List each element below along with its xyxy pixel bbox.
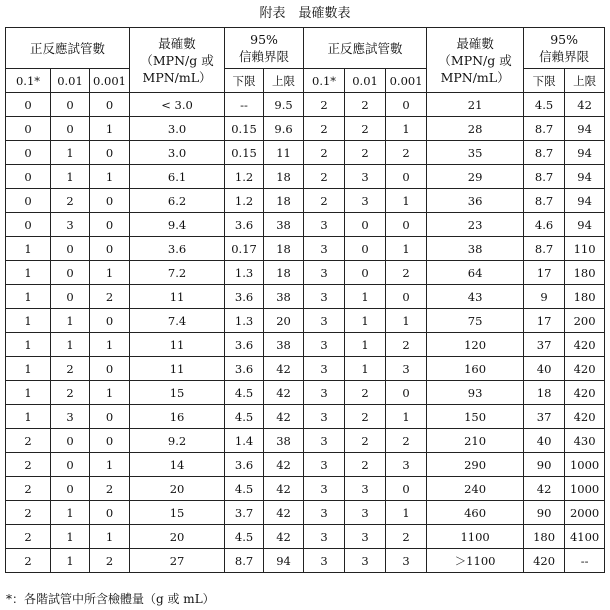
right-lower-limit-cell: 17 xyxy=(524,261,565,285)
right-dilution-0001-cell: 0 xyxy=(386,381,427,405)
table-row xyxy=(6,93,605,117)
left-upper-limit-cell: 18 xyxy=(264,165,304,189)
right-dilution-001-cell: 1 xyxy=(345,285,386,309)
confidence-header xyxy=(225,28,304,69)
left-upper-limit-cell: 38 xyxy=(264,429,304,453)
right-dilution-0001-cell: 1 xyxy=(386,189,427,213)
left-dilution-01-cell: 1 xyxy=(6,309,51,333)
left-dilution-01-cell: 1 xyxy=(6,405,51,429)
left-upper-limit-cell: 11 xyxy=(264,141,304,165)
left-dilution-001-cell: 0 xyxy=(51,261,90,285)
left-mpn-cell: 20 xyxy=(130,525,225,549)
left-dilution-01-cell: 1 xyxy=(6,285,51,309)
right-upper-limit-cell: 94 xyxy=(565,165,605,189)
right-dilution-0001-cell: 1 xyxy=(386,237,427,261)
right-upper-limit-cell: 94 xyxy=(565,189,605,213)
left-dilution-0001-cell: 1 xyxy=(90,525,130,549)
right-mpn-cell: 460 xyxy=(427,501,524,525)
left-upper-limit-cell: 38 xyxy=(264,213,304,237)
lower-limit-header: 下限 xyxy=(225,69,264,93)
left-dilution-001-cell: 1 xyxy=(51,165,90,189)
dilution-0001-header: 0.001 xyxy=(90,69,130,93)
left-mpn-cell: 11 xyxy=(130,357,225,381)
mpn-header-right-line3: MPN/mL） xyxy=(440,69,510,85)
dilution-001-header-right: 0.01 xyxy=(345,69,386,93)
right-dilution-001-cell: 0 xyxy=(345,213,386,237)
right-upper-limit-cell: 2000 xyxy=(565,501,605,525)
right-lower-limit-cell: 40 xyxy=(524,357,565,381)
left-upper-limit-cell: 38 xyxy=(264,285,304,309)
right-dilution-01-cell: 2 xyxy=(304,141,345,165)
right-dilution-001-cell: 1 xyxy=(345,309,386,333)
left-upper-limit-cell: 38 xyxy=(264,333,304,357)
upper-limit-header: 上限 xyxy=(264,69,304,93)
left-upper-limit-cell: 18 xyxy=(264,189,304,213)
right-dilution-001-cell: 3 xyxy=(345,549,386,573)
left-lower-limit-cell: 1.3 xyxy=(225,309,264,333)
left-lower-limit-cell: 0.15 xyxy=(225,141,264,165)
right-dilution-01-cell: 3 xyxy=(304,453,345,477)
left-dilution-01-cell: 2 xyxy=(6,501,51,525)
left-dilution-0001-cell: 0 xyxy=(90,141,130,165)
left-dilution-0001-cell: 0 xyxy=(90,357,130,381)
confidence-header-right xyxy=(524,28,605,69)
left-upper-limit-cell: 42 xyxy=(264,405,304,429)
right-dilution-0001-cell: 0 xyxy=(386,165,427,189)
right-dilution-001-cell: 3 xyxy=(345,477,386,501)
left-mpn-cell: 7.2 xyxy=(130,261,225,285)
left-dilution-0001-cell: 0 xyxy=(90,213,130,237)
table-row xyxy=(6,477,605,501)
right-dilution-001-cell: 2 xyxy=(345,453,386,477)
left-dilution-001-cell: 1 xyxy=(51,333,90,357)
right-dilution-01-cell: 2 xyxy=(304,117,345,141)
left-dilution-0001-cell: 1 xyxy=(90,165,130,189)
left-lower-limit-cell: 0.17 xyxy=(225,237,264,261)
right-dilution-0001-cell: 2 xyxy=(386,525,427,549)
right-dilution-01-cell: 3 xyxy=(304,525,345,549)
left-lower-limit-cell: 1.3 xyxy=(225,261,264,285)
dilution-0001-header-right: 0.001 xyxy=(386,69,427,93)
right-mpn-cell: 93 xyxy=(427,381,524,405)
right-dilution-0001-cell: 0 xyxy=(386,477,427,501)
right-upper-limit-cell: 1000 xyxy=(565,453,605,477)
left-dilution-0001-cell: 0 xyxy=(90,429,130,453)
table-row xyxy=(6,357,605,381)
right-dilution-0001-cell: 1 xyxy=(386,501,427,525)
right-dilution-001-cell: 0 xyxy=(345,237,386,261)
right-dilution-001-cell: 3 xyxy=(345,165,386,189)
dilution-01-header-right: 0.1* xyxy=(304,69,345,93)
left-dilution-0001-cell: 0 xyxy=(90,501,130,525)
left-mpn-cell: 3.0 xyxy=(130,117,225,141)
right-dilution-01-cell: 3 xyxy=(304,237,345,261)
right-upper-limit-cell: 430 xyxy=(565,429,605,453)
left-mpn-cell: 9.4 xyxy=(130,213,225,237)
left-dilution-001-cell: 1 xyxy=(51,141,90,165)
right-dilution-01-cell: 3 xyxy=(304,213,345,237)
left-dilution-01-cell: 2 xyxy=(6,549,51,573)
left-dilution-01-cell: 2 xyxy=(6,525,51,549)
table-row xyxy=(6,549,605,573)
left-upper-limit-cell: 42 xyxy=(264,453,304,477)
left-dilution-001-cell: 1 xyxy=(51,309,90,333)
left-lower-limit-cell: 4.5 xyxy=(225,381,264,405)
right-dilution-01-cell: 2 xyxy=(304,189,345,213)
left-mpn-cell: 11 xyxy=(130,333,225,357)
right-mpn-cell: 23 xyxy=(427,213,524,237)
left-dilution-0001-cell: 2 xyxy=(90,285,130,309)
left-dilution-0001-cell: 0 xyxy=(90,405,130,429)
right-dilution-001-cell: 2 xyxy=(345,117,386,141)
right-upper-limit-cell: 110 xyxy=(565,237,605,261)
table-row xyxy=(6,189,605,213)
mpn-header-right xyxy=(427,28,524,93)
right-upper-limit-cell: 420 xyxy=(565,333,605,357)
right-dilution-001-cell: 2 xyxy=(345,429,386,453)
mpn-header-line3: MPN/mL） xyxy=(142,69,212,85)
mpn-header-line2: （MPN/g 或 xyxy=(140,52,214,68)
header-row-1 xyxy=(6,28,605,69)
left-mpn-cell: 3.6 xyxy=(130,237,225,261)
left-dilution-01-cell: 0 xyxy=(6,189,51,213)
table-row xyxy=(6,309,605,333)
right-lower-limit-cell: 420 xyxy=(524,549,565,573)
right-mpn-cell: 43 xyxy=(427,285,524,309)
right-upper-limit-cell: 420 xyxy=(565,381,605,405)
left-dilution-001-cell: 0 xyxy=(51,93,90,117)
right-lower-limit-cell: 4.6 xyxy=(524,213,565,237)
right-dilution-0001-cell: 3 xyxy=(386,453,427,477)
right-upper-limit-cell: 1000 xyxy=(565,477,605,501)
right-mpn-cell: 64 xyxy=(427,261,524,285)
left-dilution-001-cell: 0 xyxy=(51,477,90,501)
left-dilution-001-cell: 3 xyxy=(51,405,90,429)
left-mpn-cell: 6.1 xyxy=(130,165,225,189)
right-lower-limit-cell: 90 xyxy=(524,453,565,477)
right-mpn-cell: 35 xyxy=(427,141,524,165)
left-dilution-0001-cell: 0 xyxy=(90,93,130,117)
left-lower-limit-cell: 8.7 xyxy=(225,549,264,573)
left-dilution-01-cell: 0 xyxy=(6,93,51,117)
left-upper-limit-cell: 42 xyxy=(264,357,304,381)
left-dilution-01-cell: 1 xyxy=(6,357,51,381)
right-dilution-0001-cell: 3 xyxy=(386,549,427,573)
left-dilution-01-cell: 2 xyxy=(6,453,51,477)
right-dilution-01-cell: 3 xyxy=(304,477,345,501)
table-row xyxy=(6,405,605,429)
right-dilution-01-cell: 3 xyxy=(304,357,345,381)
right-mpn-cell: 28 xyxy=(427,117,524,141)
right-dilution-01-cell: 3 xyxy=(304,381,345,405)
left-upper-limit-cell: 94 xyxy=(264,549,304,573)
right-upper-limit-cell: 4100 xyxy=(565,525,605,549)
table-row xyxy=(6,141,605,165)
right-lower-limit-cell: 37 xyxy=(524,405,565,429)
left-dilution-01-cell: 0 xyxy=(6,213,51,237)
right-mpn-cell: 75 xyxy=(427,309,524,333)
right-lower-limit-cell: 8.7 xyxy=(524,165,565,189)
right-upper-limit-cell: -- xyxy=(565,549,605,573)
left-dilution-0001-cell: 0 xyxy=(90,189,130,213)
right-upper-limit-cell: 42 xyxy=(565,93,605,117)
confidence-header-line1: 95% xyxy=(250,32,278,47)
right-dilution-001-cell: 2 xyxy=(345,381,386,405)
table-row xyxy=(6,429,605,453)
left-dilution-0001-cell: 2 xyxy=(90,477,130,501)
left-lower-limit-cell: 4.5 xyxy=(225,477,264,501)
right-dilution-01-cell: 3 xyxy=(304,309,345,333)
left-dilution-001-cell: 1 xyxy=(51,549,90,573)
left-lower-limit-cell: 1.2 xyxy=(225,165,264,189)
left-mpn-cell: 11 xyxy=(130,285,225,309)
dilution-01-header: 0.1* xyxy=(6,69,51,93)
left-dilution-0001-cell: 0 xyxy=(90,309,130,333)
right-upper-limit-cell: 180 xyxy=(565,285,605,309)
positive-tubes-header: 正反應試管數 xyxy=(6,28,130,69)
left-dilution-001-cell: 0 xyxy=(51,237,90,261)
left-upper-limit-cell: 42 xyxy=(264,501,304,525)
left-dilution-0001-cell: 1 xyxy=(90,453,130,477)
right-mpn-cell: 150 xyxy=(427,405,524,429)
left-dilution-01-cell: 1 xyxy=(6,333,51,357)
left-upper-limit-cell: 18 xyxy=(264,237,304,261)
right-upper-limit-cell: 420 xyxy=(565,357,605,381)
table-row xyxy=(6,333,605,357)
confidence-header-right-line1: 95% xyxy=(550,32,578,47)
right-dilution-001-cell: 1 xyxy=(345,357,386,381)
right-dilution-01-cell: 3 xyxy=(304,549,345,573)
right-upper-limit-cell: 420 xyxy=(565,405,605,429)
left-lower-limit-cell: 4.5 xyxy=(225,525,264,549)
right-dilution-001-cell: 3 xyxy=(345,525,386,549)
right-dilution-0001-cell: 2 xyxy=(386,261,427,285)
mpn-header-line1: 最確數 xyxy=(158,35,196,51)
left-lower-limit-cell: 0.15 xyxy=(225,117,264,141)
right-dilution-01-cell: 3 xyxy=(304,261,345,285)
right-dilution-0001-cell: 0 xyxy=(386,213,427,237)
left-dilution-0001-cell: 1 xyxy=(90,117,130,141)
upper-limit-header-right: 上限 xyxy=(565,69,605,93)
right-dilution-0001-cell: 2 xyxy=(386,333,427,357)
left-dilution-001-cell: 0 xyxy=(51,285,90,309)
right-dilution-001-cell: 0 xyxy=(345,261,386,285)
left-upper-limit-cell: 42 xyxy=(264,477,304,501)
right-dilution-001-cell: 3 xyxy=(345,501,386,525)
mpn-table xyxy=(5,27,605,573)
right-lower-limit-cell: 8.7 xyxy=(524,141,565,165)
left-dilution-001-cell: 2 xyxy=(51,357,90,381)
left-dilution-01-cell: 0 xyxy=(6,117,51,141)
left-dilution-01-cell: 2 xyxy=(6,477,51,501)
left-mpn-cell: < 3.0 xyxy=(130,93,225,117)
left-dilution-0001-cell: 1 xyxy=(90,261,130,285)
right-upper-limit-cell: 94 xyxy=(565,213,605,237)
table-row xyxy=(6,117,605,141)
right-dilution-01-cell: 3 xyxy=(304,429,345,453)
positive-tubes-header-right: 正反應試管數 xyxy=(304,28,427,69)
left-mpn-cell: 27 xyxy=(130,549,225,573)
left-dilution-001-cell: 0 xyxy=(51,117,90,141)
left-dilution-001-cell: 3 xyxy=(51,213,90,237)
left-dilution-001-cell: 0 xyxy=(51,429,90,453)
right-dilution-001-cell: 1 xyxy=(345,333,386,357)
right-dilution-01-cell: 2 xyxy=(304,93,345,117)
mpn-header-right-line2: （MPN/g 或 xyxy=(438,52,512,68)
right-lower-limit-cell: 9 xyxy=(524,285,565,309)
right-lower-limit-cell: 90 xyxy=(524,501,565,525)
right-mpn-cell: 290 xyxy=(427,453,524,477)
left-dilution-001-cell: 1 xyxy=(51,525,90,549)
left-lower-limit-cell: 3.6 xyxy=(225,357,264,381)
right-dilution-001-cell: 2 xyxy=(345,93,386,117)
table-title: 附表 最確數表 xyxy=(259,6,351,21)
table-row xyxy=(6,285,605,309)
right-dilution-0001-cell: 2 xyxy=(386,141,427,165)
left-upper-limit-cell: 9.5 xyxy=(264,93,304,117)
right-dilution-0001-cell: 2 xyxy=(386,429,427,453)
right-upper-limit-cell: 180 xyxy=(565,261,605,285)
right-dilution-01-cell: 3 xyxy=(304,285,345,309)
right-mpn-cell: 36 xyxy=(427,189,524,213)
right-lower-limit-cell: 180 xyxy=(524,525,565,549)
right-dilution-01-cell: 3 xyxy=(304,405,345,429)
right-dilution-0001-cell: 1 xyxy=(386,309,427,333)
right-mpn-cell: 29 xyxy=(427,165,524,189)
left-lower-limit-cell: 1.2 xyxy=(225,189,264,213)
mpn-header-right-line1: 最確數 xyxy=(456,35,494,51)
left-upper-limit-cell: 42 xyxy=(264,381,304,405)
right-dilution-001-cell: 2 xyxy=(345,405,386,429)
left-mpn-cell: 15 xyxy=(130,501,225,525)
right-dilution-01-cell: 3 xyxy=(304,501,345,525)
left-mpn-cell: 9.2 xyxy=(130,429,225,453)
left-dilution-0001-cell: 1 xyxy=(90,333,130,357)
right-lower-limit-cell: 8.7 xyxy=(524,189,565,213)
left-lower-limit-cell: 1.4 xyxy=(225,429,264,453)
left-lower-limit-cell: 3.7 xyxy=(225,501,264,525)
dilution-001-header: 0.01 xyxy=(51,69,90,93)
footnote: *：各階試管中所含檢體量（g 或 mL） xyxy=(6,592,215,606)
left-lower-limit-cell: 3.6 xyxy=(225,453,264,477)
table-row xyxy=(6,237,605,261)
table-row xyxy=(6,525,605,549)
confidence-header-right-line2: 信賴界限 xyxy=(539,49,590,64)
left-mpn-cell: 3.0 xyxy=(130,141,225,165)
table-row xyxy=(6,453,605,477)
left-dilution-01-cell: 1 xyxy=(6,381,51,405)
right-dilution-01-cell: 3 xyxy=(304,333,345,357)
left-dilution-001-cell: 2 xyxy=(51,189,90,213)
right-lower-limit-cell: 40 xyxy=(524,429,565,453)
left-dilution-001-cell: 0 xyxy=(51,453,90,477)
left-dilution-01-cell: 2 xyxy=(6,429,51,453)
left-dilution-01-cell: 1 xyxy=(6,237,51,261)
right-mpn-cell: 21 xyxy=(427,93,524,117)
right-dilution-0001-cell: 0 xyxy=(386,285,427,309)
right-dilution-0001-cell: 0 xyxy=(386,93,427,117)
right-upper-limit-cell: 200 xyxy=(565,309,605,333)
mpn-header xyxy=(130,28,225,93)
right-mpn-cell: 38 xyxy=(427,237,524,261)
right-upper-limit-cell: 94 xyxy=(565,117,605,141)
left-lower-limit-cell: -- xyxy=(225,93,264,117)
right-mpn-cell: 210 xyxy=(427,429,524,453)
right-dilution-0001-cell: 1 xyxy=(386,117,427,141)
table-row xyxy=(6,213,605,237)
table-row xyxy=(6,501,605,525)
table-row xyxy=(6,381,605,405)
left-dilution-0001-cell: 0 xyxy=(90,237,130,261)
left-mpn-cell: 6.2 xyxy=(130,189,225,213)
table-row xyxy=(6,261,605,285)
right-mpn-cell: 240 xyxy=(427,477,524,501)
right-mpn-cell: 120 xyxy=(427,333,524,357)
left-dilution-01-cell: 1 xyxy=(6,261,51,285)
right-lower-limit-cell: 37 xyxy=(524,333,565,357)
left-mpn-cell: 14 xyxy=(130,453,225,477)
lower-limit-header-right: 下限 xyxy=(524,69,565,93)
left-dilution-0001-cell: 1 xyxy=(90,381,130,405)
left-upper-limit-cell: 20 xyxy=(264,309,304,333)
left-dilution-01-cell: 0 xyxy=(6,165,51,189)
right-lower-limit-cell: 4.5 xyxy=(524,93,565,117)
right-lower-limit-cell: 8.7 xyxy=(524,237,565,261)
right-dilution-001-cell: 3 xyxy=(345,189,386,213)
left-dilution-001-cell: 2 xyxy=(51,381,90,405)
left-lower-limit-cell: 4.5 xyxy=(225,405,264,429)
right-upper-limit-cell: 94 xyxy=(565,141,605,165)
right-mpn-cell: 1100 xyxy=(427,525,524,549)
left-mpn-cell: 7.4 xyxy=(130,309,225,333)
left-dilution-01-cell: 0 xyxy=(6,141,51,165)
right-lower-limit-cell: 42 xyxy=(524,477,565,501)
table-row xyxy=(6,165,605,189)
right-dilution-0001-cell: 3 xyxy=(386,357,427,381)
right-dilution-001-cell: 2 xyxy=(345,141,386,165)
left-upper-limit-cell: 42 xyxy=(264,525,304,549)
right-mpn-cell: 160 xyxy=(427,357,524,381)
left-mpn-cell: 20 xyxy=(130,477,225,501)
left-upper-limit-cell: 9.6 xyxy=(264,117,304,141)
left-dilution-0001-cell: 2 xyxy=(90,549,130,573)
left-upper-limit-cell: 18 xyxy=(264,261,304,285)
confidence-header-line2: 信賴界限 xyxy=(239,49,290,64)
right-dilution-01-cell: 2 xyxy=(304,165,345,189)
left-dilution-001-cell: 1 xyxy=(51,501,90,525)
left-lower-limit-cell: 3.6 xyxy=(225,285,264,309)
right-lower-limit-cell: 18 xyxy=(524,381,565,405)
right-lower-limit-cell: 17 xyxy=(524,309,565,333)
left-lower-limit-cell: 3.6 xyxy=(225,333,264,357)
left-lower-limit-cell: 3.6 xyxy=(225,213,264,237)
left-mpn-cell: 15 xyxy=(130,381,225,405)
left-mpn-cell: 16 xyxy=(130,405,225,429)
right-lower-limit-cell: 8.7 xyxy=(524,117,565,141)
right-mpn-cell: ＞1100 xyxy=(427,549,524,573)
right-dilution-0001-cell: 1 xyxy=(386,405,427,429)
